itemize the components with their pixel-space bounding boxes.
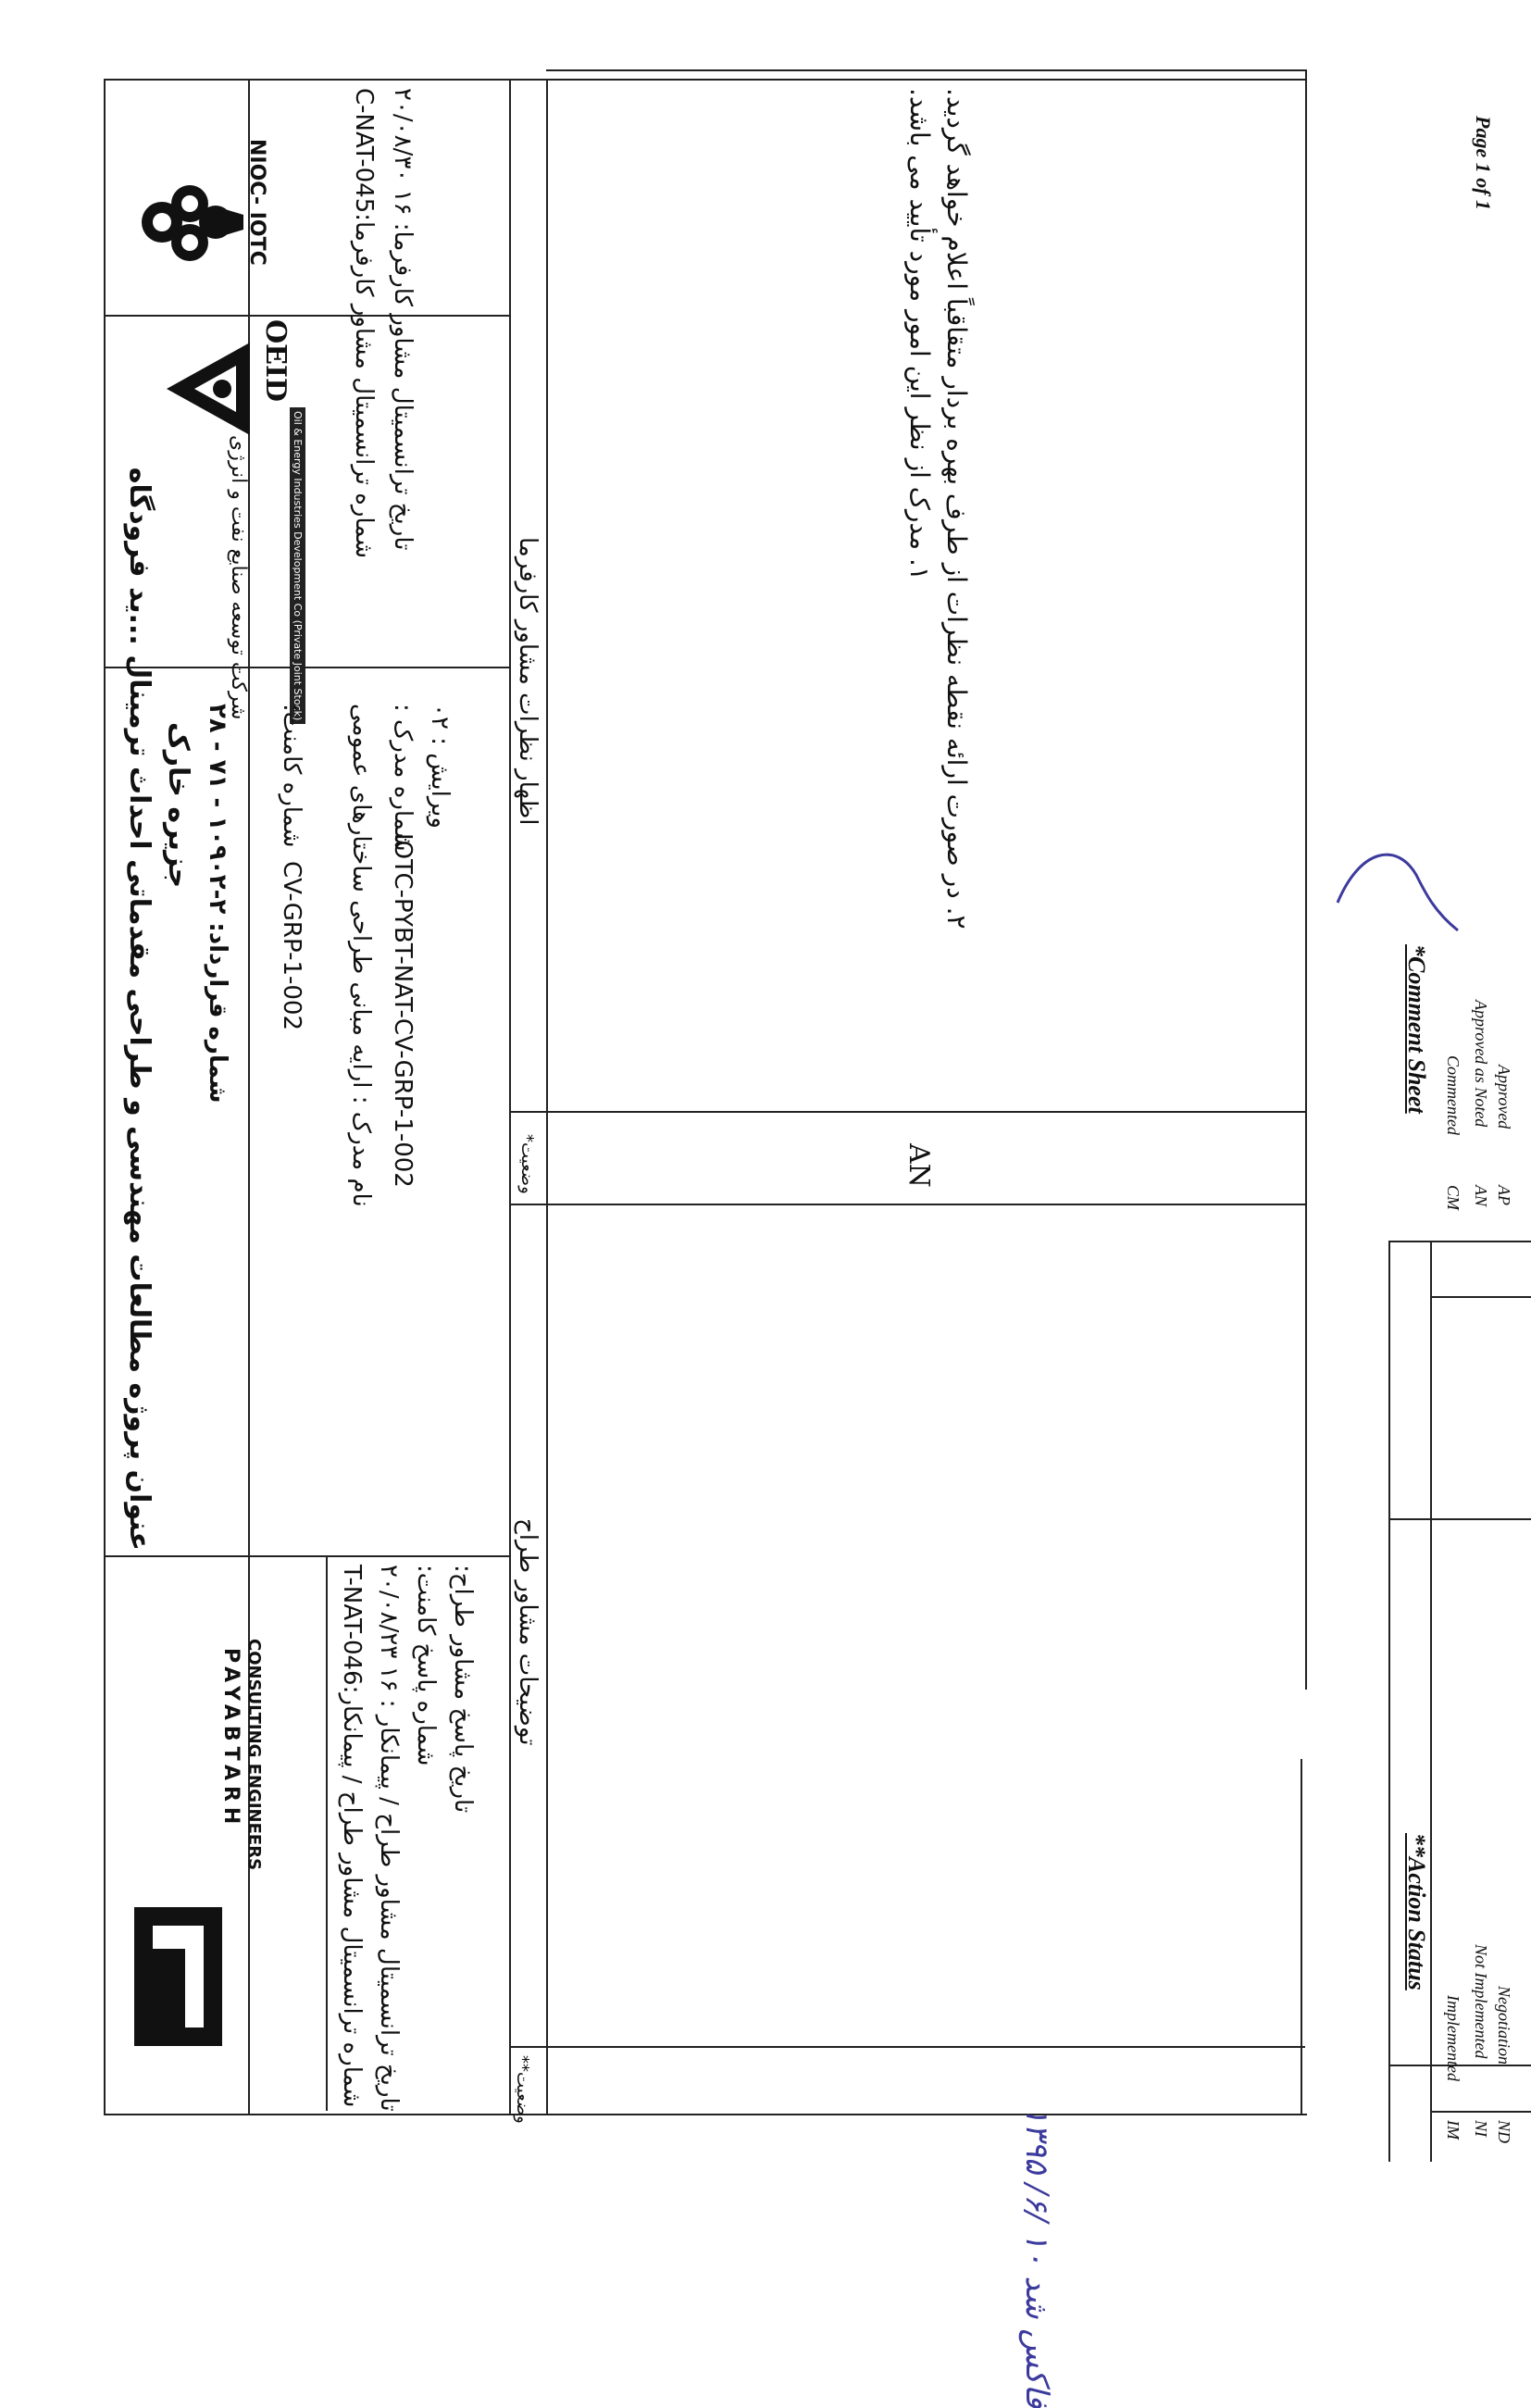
payabtarh-emblem-icon	[134, 1907, 222, 2046]
document-number-label: شماره مدرک :	[389, 704, 417, 852]
project-title-line1: عنوان پروژه مطالعات مهندسی و طراحی مقدماتی احداث ترمینال ...ید فرودگاه	[123, 467, 156, 1551]
comment-code-an: AN	[1472, 1185, 1490, 1207]
comment-label-ap: Approved	[1495, 1065, 1513, 1129]
client-transmittal-number: شماره ترانسمیتال مشاور کارفرما:C-NAT-045	[350, 88, 378, 559]
legend-top-line	[1388, 1241, 1531, 1242]
document-revision: ویرایش : ۰۲	[426, 704, 454, 829]
frame-left-line	[104, 79, 106, 2115]
header-divider-b	[326, 1555, 328, 2111]
frame-header-right-line	[509, 79, 511, 2115]
payabtarh-logo	[134, 1907, 222, 2050]
payabtarh-name: PAYABTARH	[219, 1648, 243, 1830]
comment-body-top	[546, 69, 1305, 71]
reply-date: تاریخ پاسخ مشاور طراح:	[449, 1565, 477, 1814]
action-label-im: Implemented	[1444, 1995, 1463, 2081]
legend-section-divider	[1388, 1518, 1531, 1520]
legend-left-line	[1388, 1241, 1390, 2162]
document-number-value: IOTC-PYBT-NAT-CV-GRP-1-002	[389, 833, 417, 1188]
project-title-line2: جزیره خارک	[162, 722, 194, 889]
header-divider-oeid	[104, 667, 511, 668]
comment-label-cm: Commented	[1444, 1055, 1463, 1135]
comment-body-right	[1305, 69, 1307, 1690]
oeid-triangle-icon	[157, 338, 259, 440]
page-number: Page 1 of 1	[1472, 116, 1495, 211]
comment-number-label: شماره کامنت:	[278, 704, 305, 848]
legend-action-code-divider	[1430, 2111, 1531, 2113]
header-divider-nioc	[104, 315, 511, 317]
comment-code-cm: CM	[1444, 1185, 1463, 1210]
header-divider-payab	[104, 1555, 248, 1557]
oeid-persian-name: شرکت توسعه صنایع نفت و انرژی	[227, 435, 250, 720]
fax-note-text: فاکس شد	[1018, 2276, 1055, 2408]
action-code-im: IM	[1444, 2120, 1463, 2140]
signature-mark	[1333, 838, 1463, 940]
action-label-nd: Negotiation	[1495, 1986, 1513, 2065]
comment-number-value: CV-GRP-1-002	[278, 861, 305, 1031]
legend-code-col-divider	[1430, 1296, 1531, 1298]
status-star-header: وضعیت*	[517, 1134, 537, 1194]
designer-transmittal-date: تاریخ ترانسمیتال مشاور طراح / پیمانکار : ۱۶ ۲۰/۰۸/۲۳	[375, 1565, 403, 2112]
action-code-ni: NI	[1472, 2120, 1490, 2137]
comment-body-right-lower	[1301, 1759, 1302, 2115]
comment-status-value: AN	[902, 1143, 935, 1188]
contract-number: شماره قرارداد: ۲-۱۰۹۰۲ - ۷۱ - ۲۸	[204, 704, 231, 1104]
designer-transmittal-number: شماره ترانسمیتال مشاور طراح / پیمانکار:T-NAT-046	[338, 1565, 366, 2108]
payabtarh-subtitle: CONSULTING ENGINEERS	[244, 1639, 264, 1871]
nioc-label: NIOC- IOTC	[245, 139, 268, 266]
comment-label-an: Approved as Noted	[1472, 1000, 1490, 1128]
oeid-english-name: Oil & Energy Industries Development Co (Private Joint Stock)	[290, 407, 305, 724]
action-label-ni: Not Implemented	[1472, 1944, 1490, 2059]
client-comments-header: اظهار نظرات مشاور کارفرما	[514, 537, 541, 826]
oeid-label: OEID	[259, 319, 292, 403]
legend-code-divider	[1430, 1241, 1432, 2162]
header-divider-title	[248, 1555, 509, 1557]
designer-comments-header: توضیحات مشاور طراح	[514, 1518, 541, 1746]
client-transmittal-date: تاریخ ترانسمیتال مشاور کارفرما: ۱۶ ۲۰/۰۸/۳۰	[389, 88, 417, 551]
handwritten-fax-note	[1018, 2032, 1055, 2408]
action-code-nd: ND	[1495, 2120, 1513, 2144]
comment-sheet-title: *Comment Sheet	[1403, 944, 1430, 1114]
action-status-title: **Action Status	[1403, 1833, 1430, 1990]
comment-line-1: ۱. مدرک از نظر این امور مورد تأیید می باشد.	[904, 88, 935, 580]
reply-number: شماره پاسخ کامنت:	[412, 1565, 440, 1766]
comment-code-ap: AP	[1495, 1185, 1513, 1205]
oeid-logo	[157, 338, 259, 443]
document-name: نام مدرک : ارایه مبانی طراحی ساختارهای عمومی	[347, 704, 375, 1207]
comment-line-2: ۲. در صورت ارائه نقطه نظرات از طرف بهره بردار متقاقباً اعلام خواهد گردید.	[941, 88, 972, 930]
fax-note-date: ۱۰ /۶/ ۱۳۹۵	[1018, 2106, 1055, 2266]
status-double-star-header: وضعیت**	[513, 2055, 532, 2124]
